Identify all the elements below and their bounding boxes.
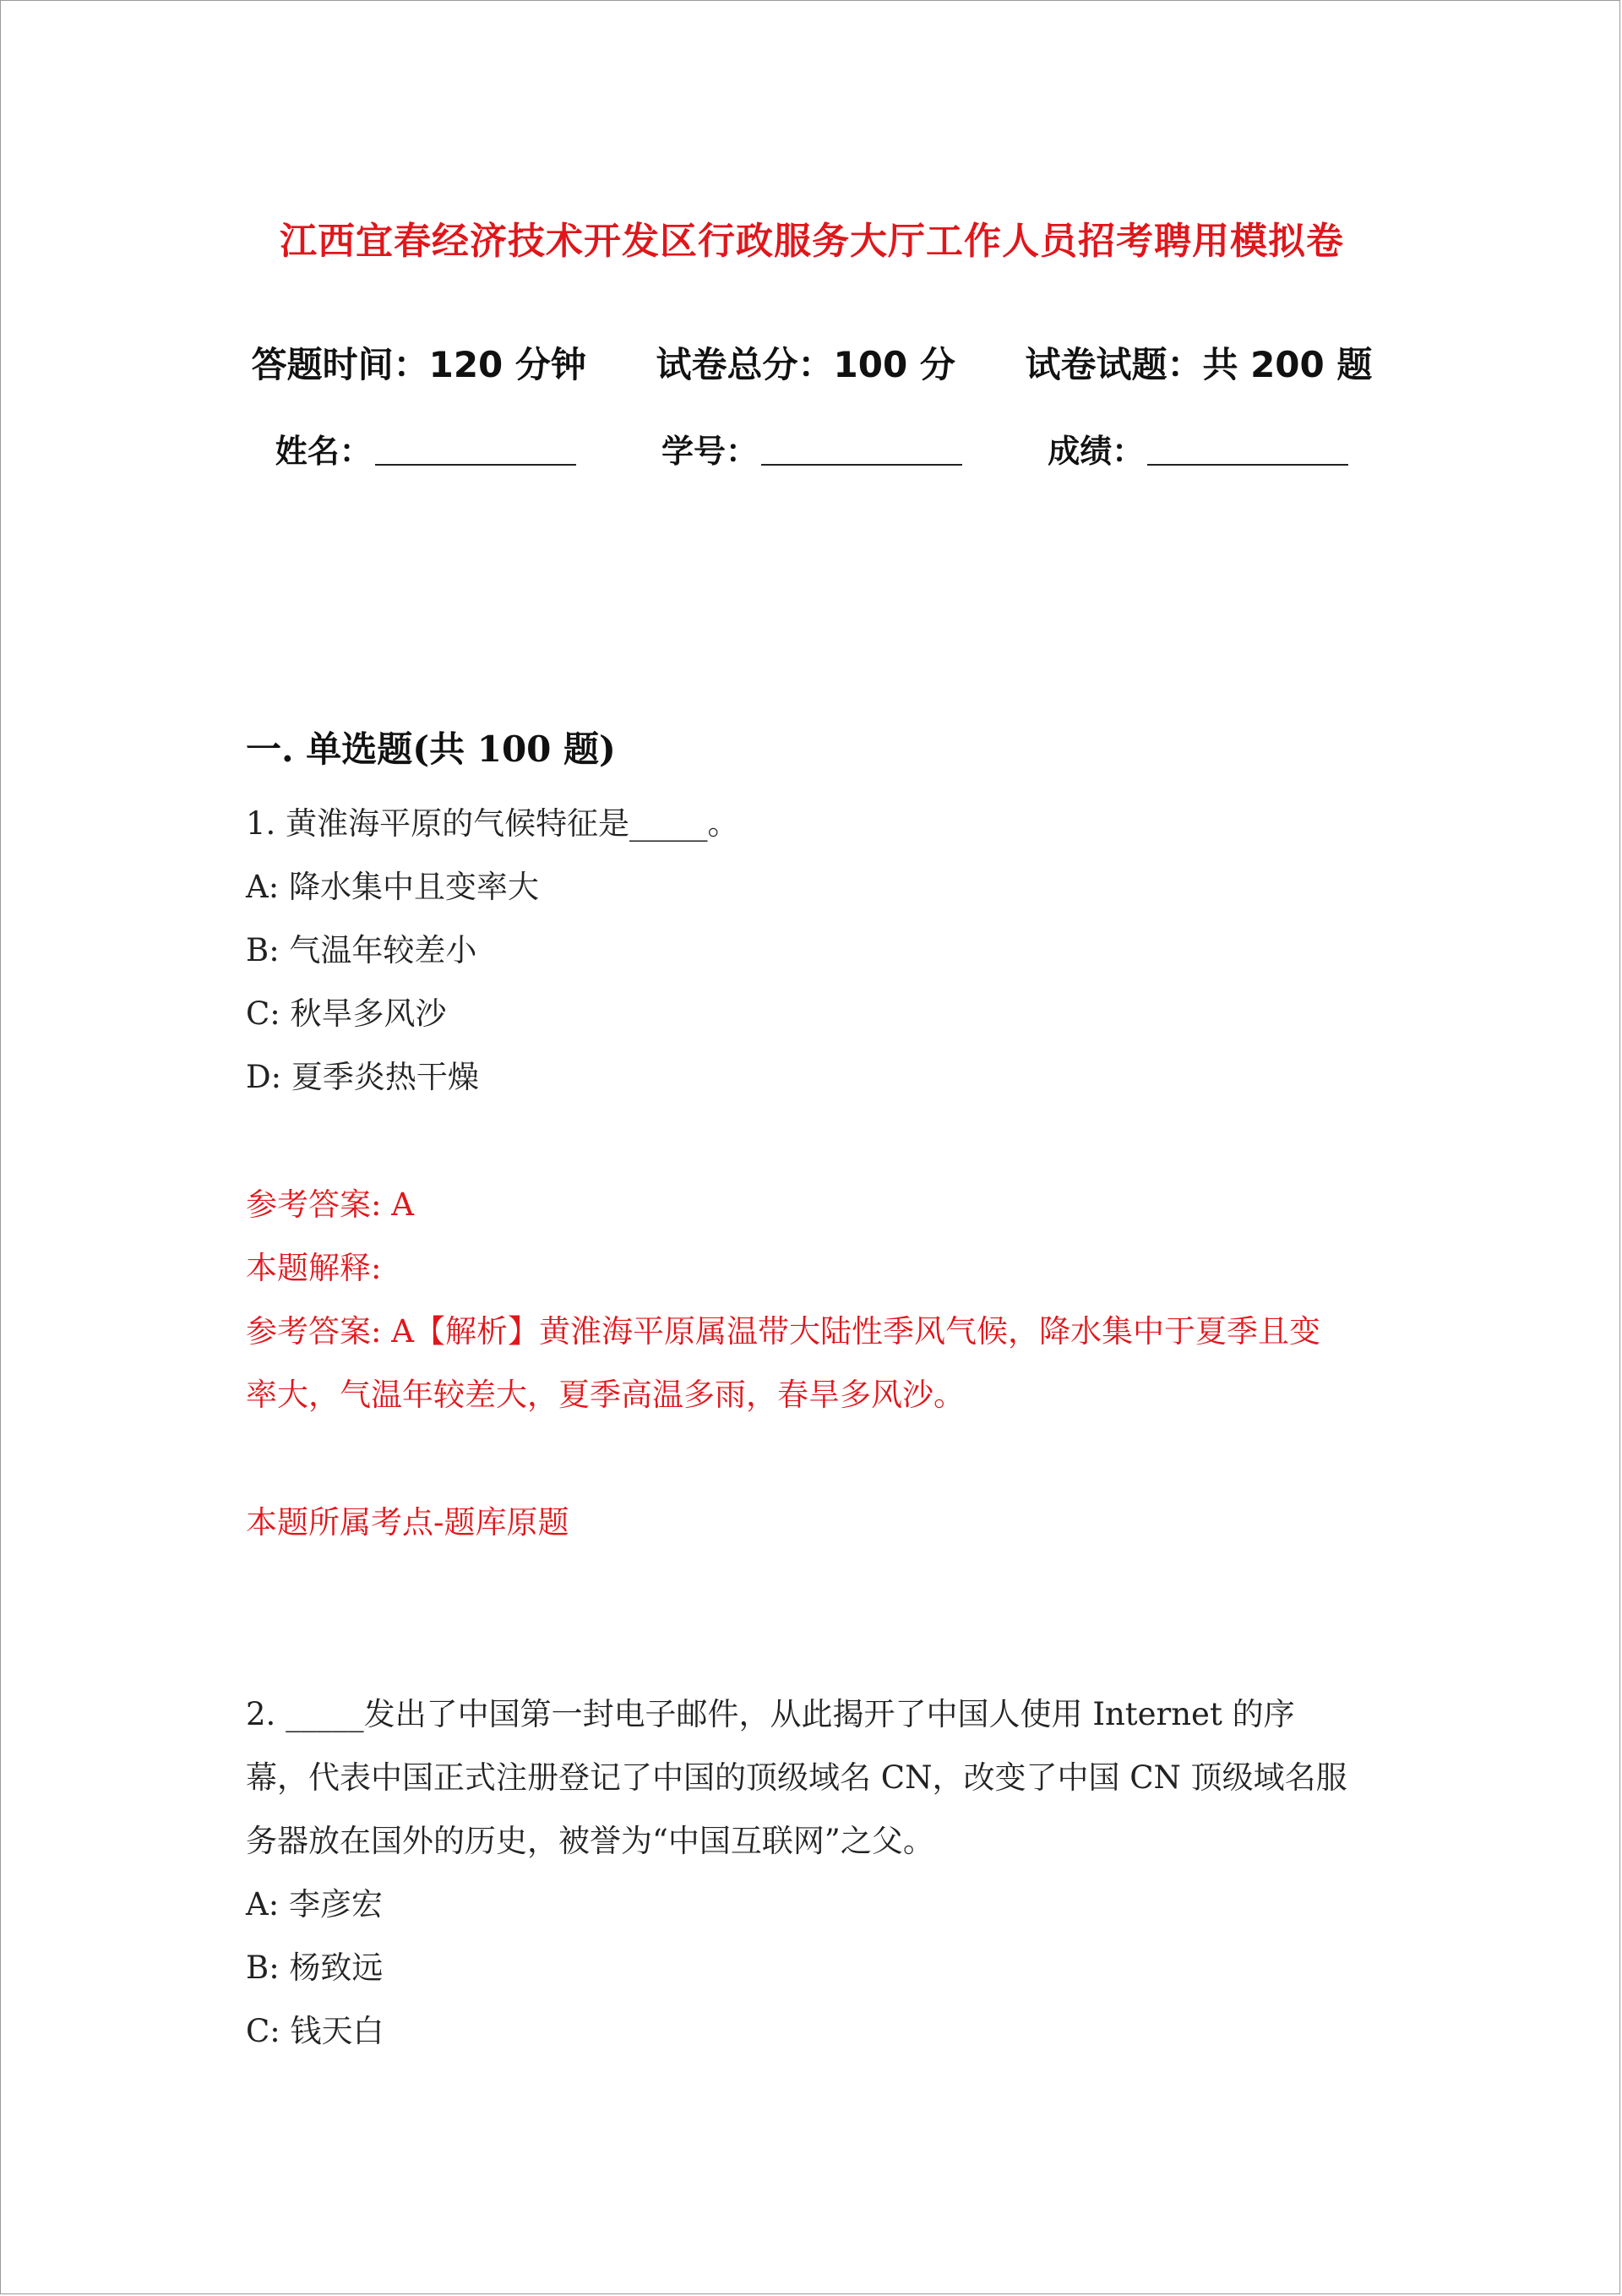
knowledge-point: 本题所属考点-题库原题 [246,1504,569,1541]
exam-question-count: 试卷试题：共 200 题 [1025,344,1373,385]
question-stem-line: 幕，代表中国正式注册登记了中国的顶级域名 CN，改变了中国 CN 顶级域名服 [246,1759,1347,1796]
score-blank[interactable] [1147,435,1348,466]
section-title: 一. 单选题(共 100 题) [246,728,616,770]
exam-title: 江西宜春经济技术开发区行政服务大厅工作人员招考聘用模拟卷 [280,220,1344,263]
option-a: A: 降水集中且变率大 [246,869,539,905]
score-field[interactable] [1048,425,1348,472]
option-c: C: 钱天白 [246,2013,384,2049]
id-field[interactable] [661,425,962,472]
question-1 [246,792,1386,1554]
option-d: D: 夏季炎热干燥 [246,1059,479,1095]
explanation-label: 本题解释: [246,1250,382,1286]
option-a: A: 李彦宏 [246,1886,383,1922]
question-stem-line: 务器放在国外的历史，被誉为“中国互联网”之父。 [246,1823,934,1859]
id-label: 学号： [661,433,758,470]
name-label: 姓名： [275,433,372,470]
exam-meta [1,337,1622,388]
reference-answer: 参考答案: A [246,1186,414,1223]
question-stem-line: 2. _____发出了中国第一封电子邮件，从此揭开了中国人使用 Internet 的序 [246,1696,1295,1732]
exam-time: 答题时间：120 分钟 [251,344,586,385]
option-b: B: 气温年较差小 [246,932,477,968]
explanation-line: 率大，气温年较差大，夏季高温多雨，春旱多风沙。 [246,1377,965,1413]
id-blank[interactable] [761,435,962,466]
score-label: 成绩： [1048,433,1145,470]
name-field[interactable] [275,425,576,472]
option-c: C: 秋旱多风沙 [246,995,447,1032]
explanation-line: 参考答案: A【解析】黄淮海平原属温带大陆性季风气候，降水集中于夏季且变 [246,1313,1320,1350]
option-b: B: 杨致远 [246,1950,384,1986]
student-fields [1,425,1622,472]
exam-total-score: 试卷总分：100 分 [656,344,955,385]
name-blank[interactable] [375,435,576,466]
question-stem: 1. 黄淮海平原的气候特征是_____。 [246,805,739,842]
exam-content [246,726,1386,2063]
question-2 [246,1682,1386,2063]
